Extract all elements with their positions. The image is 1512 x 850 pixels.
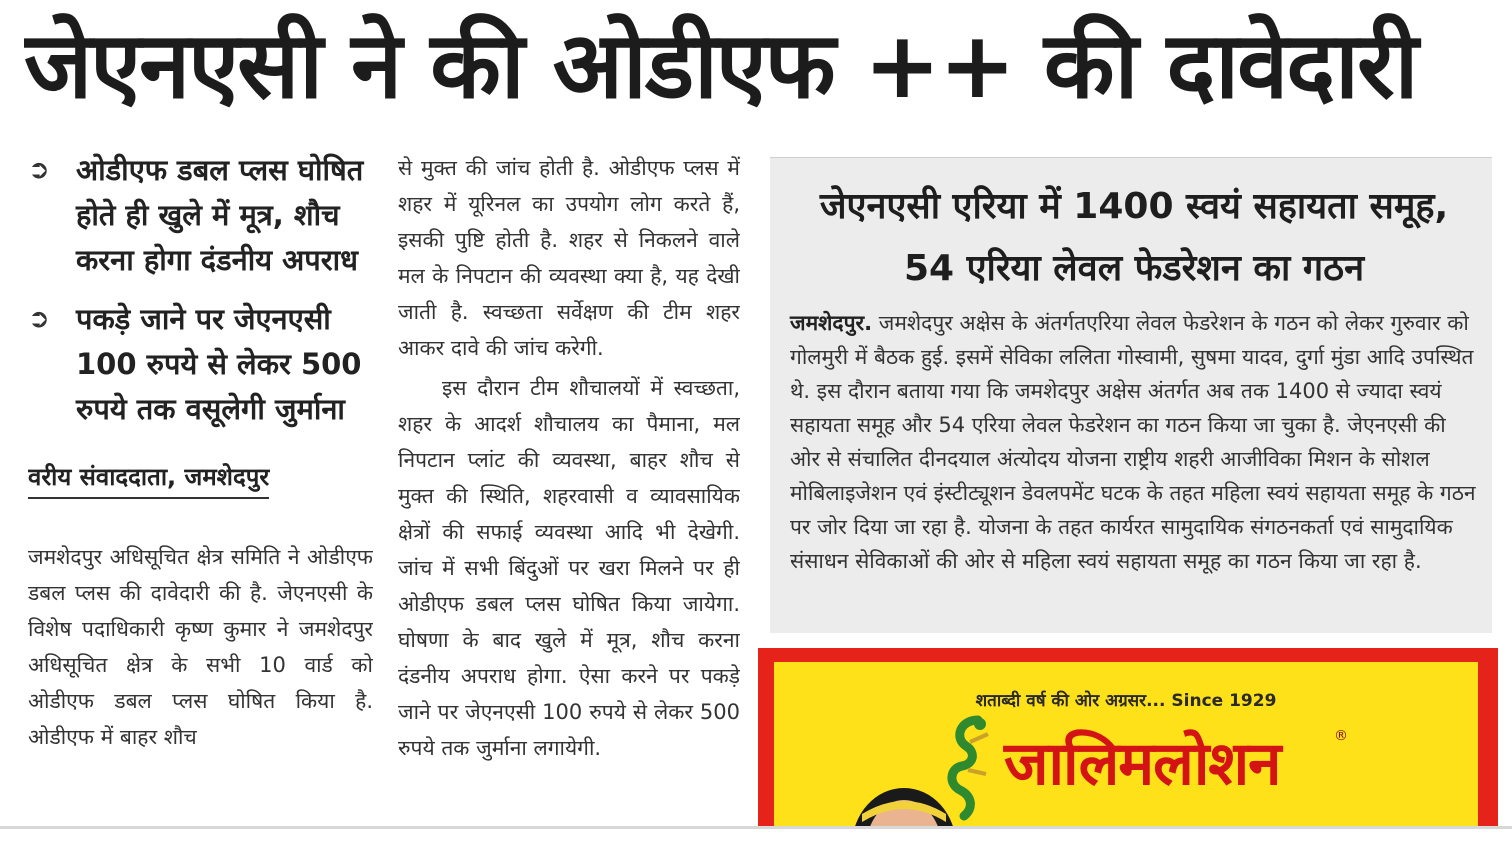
headline: जेएनएसी ने की ओडीएफ ++ की दावेदारी xyxy=(24,12,1417,119)
highlight-item xyxy=(28,148,373,283)
highlight-item xyxy=(28,297,373,432)
story-paragraph: इस दौरान टीम शौचालयों में स्वच्छता, शहर के आदर्श शौचालय का पैमाना, मल निपटान प्लांट की व्यवस्था, बाहर शौच से मुक्त की स्थिति, शहरवासी व व्यावसायिक क्षेत्रों की सफाई व्यवस्था आदि भी देखेगी. जांच में सभी बिंदुओं पर खरा मिलने पर ही ओडीएफ डबल प्लस घोषित किया जायेगा. घोषणा के बाद खुले में मूत्र, शौच करना दंडनीय अपराध होगा. ऐसा करने पर पकड़े जाने पर जेएनएसी 100 रुपये से लेकर 500 रुपये तक जुर्माना लगायेगी. xyxy=(398,376,740,760)
bullet-arrow-icon: ➲ xyxy=(28,304,50,334)
side-story-title: जेएनएसी एरिया में 1400 स्वयं सहायता समूह, 54 एरिया लेवल फेडरेशन का गठन xyxy=(819,186,1449,289)
side-story-box xyxy=(770,157,1492,633)
registered-mark: ® xyxy=(1334,728,1348,744)
side-story-text: जमशेदपुर अक्षेस के अंतर्गतएरिया लेवल फेडरेशन के गठन को लेकर गुरुवार को गोलमुरी में बैठक हुई. इसमें सेविका ललिता गोस्वामी, सुषमा यादव, दुर्गा मुंडा आदि उपस्थित थे. इस दौरान बताया गया कि जमशेदपुर अक्षेस अंतर्गत अब तक 1400 से ज्यादा स्वयं सहायता समूह और 54 एरिया लेवल फेडरेशन का गठन किया जा चुका है. जेएनएसी की ओर से संचालित दीनदयाल अंत्योदय योजना राष्ट्रीय शहरी आजीविका मिशन के सोशल मोबिलाइजेशन एवं इंस्टीट्यूशन डेवलपमेंट घटक के तहत महिला स्वयं सहायता समूह के गठन पर जोर दिया जा रहा है. योजना के तहत कार्यरत सामुदायिक संगठनकर्ता एवं सामुदायिक संसाधन सेविकाओं की ओर से महिला स्वयं सहायता समूह का गठन किया जा रहा है. xyxy=(790,311,1476,573)
byline: वरीय संवाददाता, जमशेदपुर xyxy=(28,460,269,499)
model-portrait xyxy=(844,766,964,828)
highlight-text: ओडीएफ डबल प्लस घोषित होते ही खुले में मूत्र, शौच करना होगा दंडनीय अपराध xyxy=(76,153,364,277)
advertisement[interactable] xyxy=(758,648,1498,828)
ad-tagline: शताब्दी वर्ष की ओर अग्रसर... Since 1929 xyxy=(975,691,1277,711)
side-story-body xyxy=(790,306,1478,578)
bullet-arrow-icon: ➲ xyxy=(28,155,50,185)
page-bottom-rule xyxy=(0,826,1512,829)
story-paragraph: से मुक्त की जांच होती है. ओडीएफ प्लस में शहर में यूरिनल का उपयोग लोग करते हैं, इसकी पुष्टि होती है. शहर से निकलने वाले मल के निपटान की व्यवस्था क्या है, यह देखी जाती है. स्वच्छता सर्वेक्षण की टीम शहर आकर दावे की जांच करेगी. xyxy=(398,156,740,360)
left-column xyxy=(28,148,373,818)
middle-column xyxy=(398,150,740,818)
story-text-left: जमशेदपुर अधिसूचित क्षेत्र समिति ने ओडीएफ डबल प्लस की दावेदारी की है. जेएनएसी के विशेष पदाधिकारी कृष्ण कुमार ने जमशेदपुर अधिसूचित क्षेत्र के सभी 10 वार्ड को ओडीएफ डबल प्लस घोषित किया है. ओडीएफ में बाहर शौच xyxy=(28,545,373,749)
ad-panel xyxy=(774,662,1478,828)
ad-brand: जालिमलोशन xyxy=(1004,729,1281,799)
highlight-text: पकड़े जाने पर जेएनएसी 100 रुपये से लेकर 500 रुपये तक वसूलेगी जुर्माना xyxy=(76,302,362,426)
dateline: जमशेदपुर. xyxy=(790,311,873,335)
